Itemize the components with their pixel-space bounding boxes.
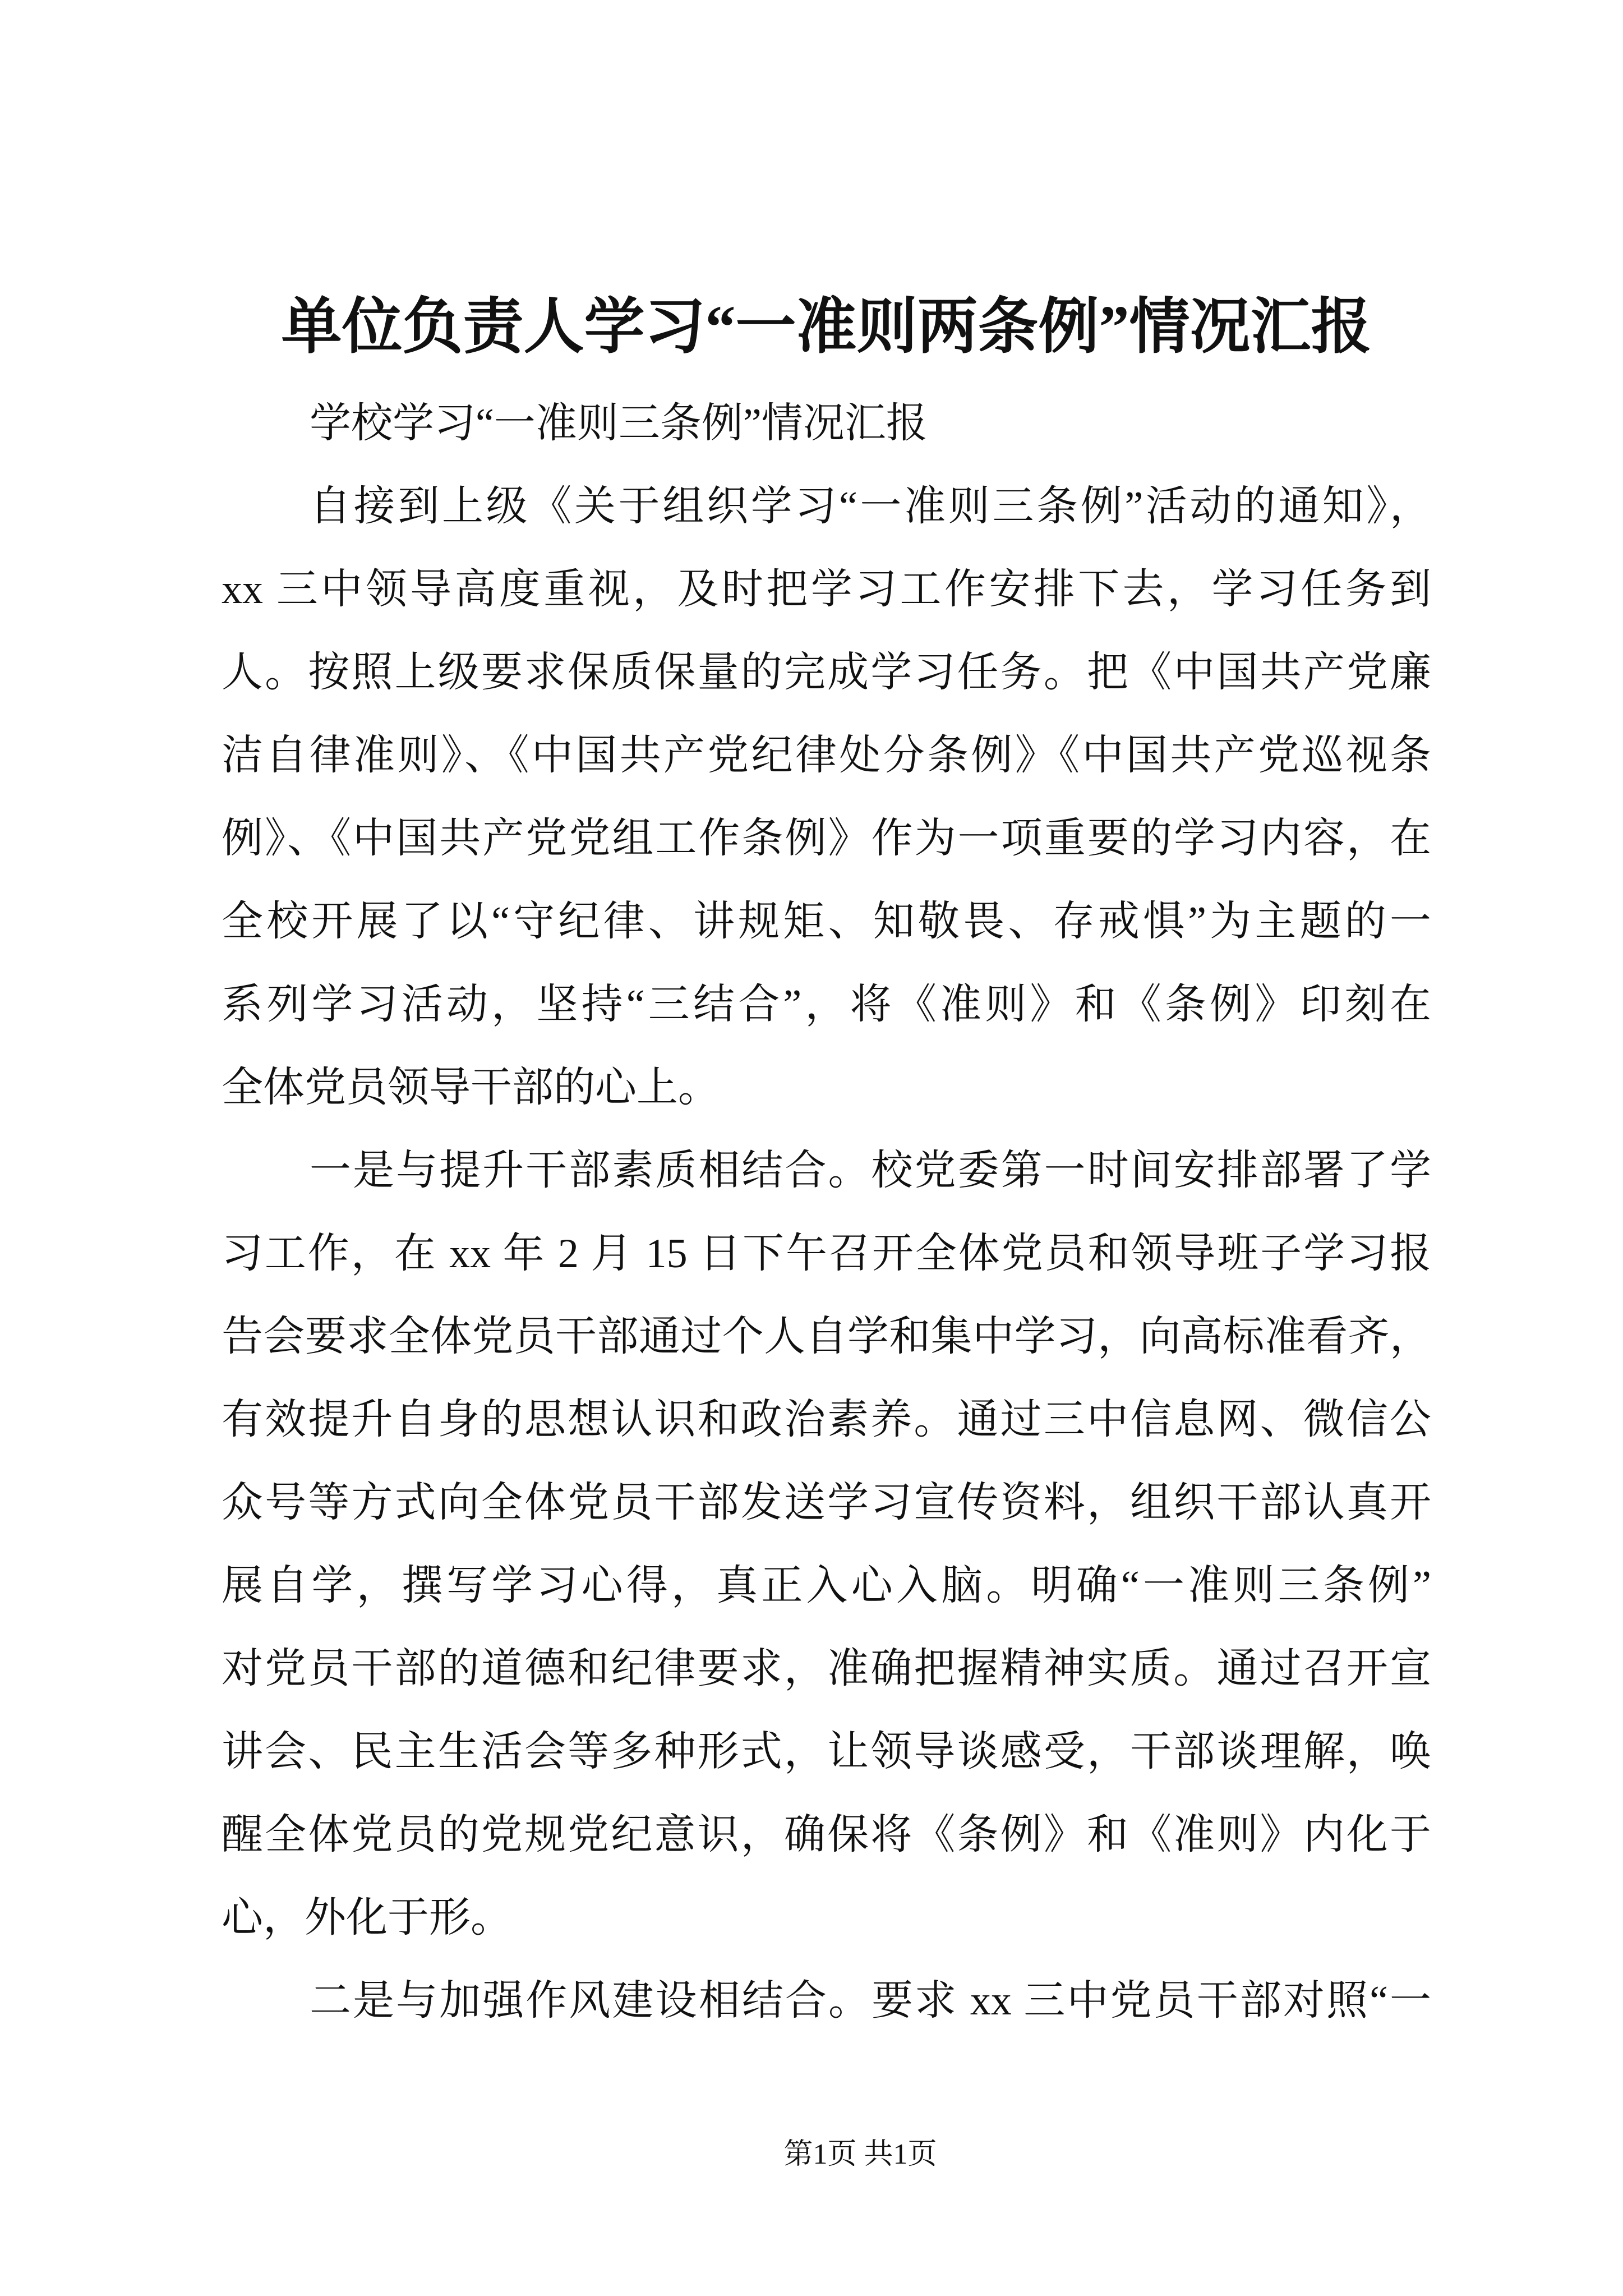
paragraph-subtitle <box>222 382 1431 465</box>
text-line: 一是与提升干部素质相结合。校党委第一时间安排部署了学 <box>310 1148 1431 1194</box>
text-line: 例》、《中国共产党党组工作条例》作为一项重要的学习内容，在 <box>222 816 1431 862</box>
text-line: 醒全体党员的党规党纪意识，确保将《条例》和《准则》内化于 <box>222 1812 1431 1858</box>
text-line: 展自学，撰写学习心得，真正入心入脑。明确“一准则三条例” <box>222 1563 1431 1609</box>
text-line: 人。按照上级要求保质保量的完成学习任务。把《中国共产党廉 <box>222 650 1431 696</box>
document-title: 单位负责人学习“一准则两条例”情况汇报 <box>281 294 1372 361</box>
paragraph-point-one <box>222 1129 1431 1959</box>
text-line: 二是与加强作风建设相结合。要求 xx 三中党员干部对照“一 <box>310 1978 1431 2024</box>
text-line: 告会要求全体党员干部通过个人自学和集中学习，向高标准看齐， <box>222 1314 1431 1360</box>
text-line: 心，外化于形。 <box>222 1895 512 1941</box>
page-footer: 第1页 共1页 <box>783 2138 937 2170</box>
text-line: 全校开展了以“守纪律、讲规矩、知敬畏、存戒惧”为主题的一 <box>222 899 1431 945</box>
paragraph-point-two <box>222 1959 1431 2042</box>
text-line: 讲会、民主生活会等多种形式，让领导谈感受，干部谈理解，唤 <box>222 1729 1431 1775</box>
text-line: 自接到上级《关于组织学习“一准则三条例”活动的通知》， <box>310 484 1431 530</box>
text-line: xx 三中领导高度重视，及时把学习工作安排下去，学习任务到 <box>222 567 1431 613</box>
text-line: 习工作，在 xx 年 2 月 15 日下午召开全体党员和领导班子学习报 <box>222 1231 1431 1277</box>
paragraph-intro <box>222 465 1431 1129</box>
text-line: 学校学习“一准则三条例”情况汇报 <box>310 401 928 447</box>
text-line: 众号等方式向全体党员干部发送学习宣传资料，组织干部认真开 <box>222 1480 1431 1526</box>
text-line: 系列学习活动，坚持“三结合”，将《准则》和《条例》印刻在 <box>222 982 1431 1028</box>
text-line: 洁自律准则》、《中国共产党纪律处分条例》《中国共产党巡视条 <box>222 733 1431 779</box>
text-line: 全体党员领导干部的心上。 <box>222 1065 720 1111</box>
text-line: 有效提升自身的思想认识和政治素养。通过三中信息网、微信公 <box>222 1397 1431 1443</box>
document-body <box>222 382 1431 2042</box>
text-line: 对党员干部的道德和纪律要求，准确把握精神实质。通过召开宣 <box>222 1646 1431 1692</box>
